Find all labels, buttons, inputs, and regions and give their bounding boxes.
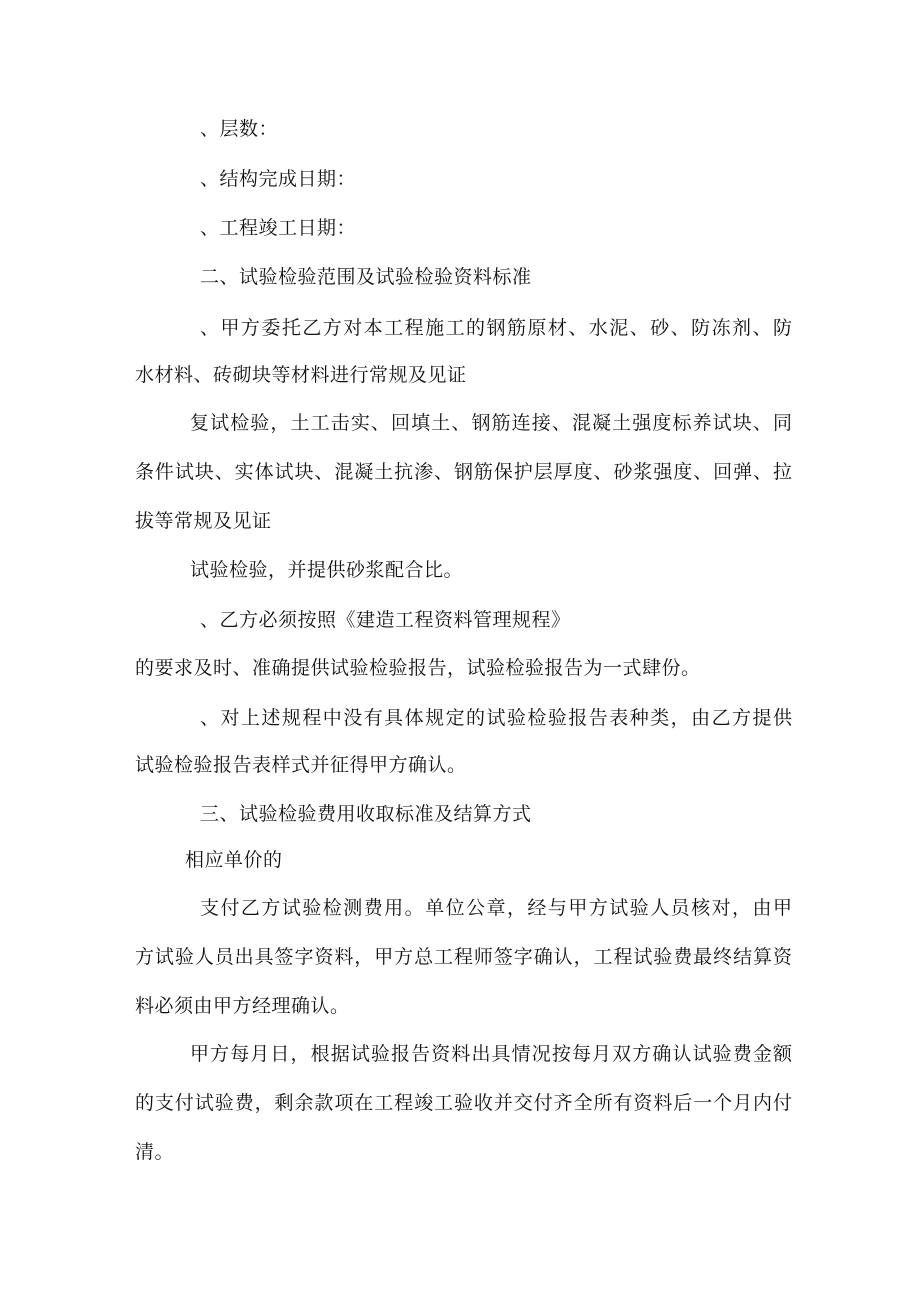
paragraph-line: 条件试块、实体试块、混凝土抗渗、钢筋保护层厚度、砂浆强度、回弹、拉: [135, 461, 792, 483]
item-structure-completion-date: 、结构完成日期：: [200, 168, 357, 190]
paragraph-line: 、乙方必须按照《建造工程资料管理规程》: [200, 609, 571, 631]
paragraph-line: 水材料、砖砌块等材料进行常规及见证: [135, 364, 467, 386]
paragraph-line: 支付乙方试验检测费用。单位公章，经与甲方试验人员核对，由甲: [200, 897, 792, 919]
paragraph-line: 、对上述规程中没有具体规定的试验检验报告表种类，由乙方提供: [200, 707, 792, 729]
paragraph-line: 方试验人员出具签字资料，甲方总工程师签字确认，工程试验费最终结算资: [135, 946, 792, 968]
paragraph-line: 相应单价的: [185, 849, 283, 871]
paragraph-line: 的要求及时、准确提供试验检验报告，试验检验报告为一式肆份。: [135, 657, 701, 679]
paragraph-line: 甲方每月日，根据试验报告资料出具情况按每月双方确认试验费金额: [190, 1043, 792, 1065]
paragraph-line: 的支付试验费，剩余款项在工程竣工验收并交付齐全所有资料后一个月内付: [135, 1092, 792, 1114]
item-floors: 、层数：: [200, 118, 279, 140]
paragraph-line: 清。: [135, 1141, 175, 1163]
paragraph-line: 料必须由甲方经理确认。: [135, 995, 350, 1017]
item-project-completion-date: 、工程竣工日期：: [200, 217, 357, 239]
paragraph-line: 拔等常规及见证: [135, 510, 272, 532]
paragraph-line: 复试检验，土工击实、回填土、钢筋连接、混凝土强度标养试块、同: [190, 412, 792, 434]
paragraph-line: 试验检验，并提供砂浆配合比。: [190, 559, 464, 581]
paragraph-line: 试验检验报告表样式并征得甲方确认。: [135, 754, 467, 776]
section-heading-3: 三、试验检验费用收取标准及结算方式: [200, 803, 532, 825]
paragraph-line: 、甲方委托乙方对本工程施工的钢筋原材、水泥、砂、防冻剂、防: [200, 317, 792, 339]
section-heading-2: 二、试验检验范围及试验检验资料标准: [200, 266, 532, 288]
